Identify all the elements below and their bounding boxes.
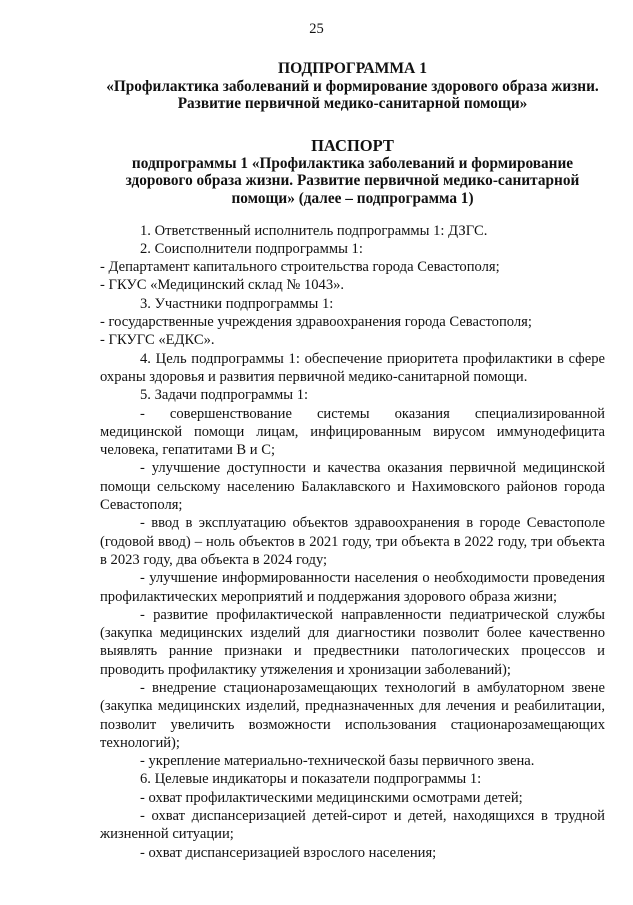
subprogram-title: «Профилактика заболеваний и формирование здорового образа жизни. Развитие первичной медико-санитарной помощи» <box>106 77 599 113</box>
document-content <box>100 60 605 862</box>
list-item: - улучшение информированности населения о необходимости проведения профилактических мероприятий и поддержания здорового образа жизни; <box>100 570 605 605</box>
paragraph-participants-heading: 3. Участники подпрограммы 1: <box>140 295 334 312</box>
paragraph-tasks-heading: 5. Задачи подпрограммы 1: <box>140 387 309 404</box>
list-item: - охват диспансеризацией взрослого населения; <box>140 844 437 861</box>
list-item: - охват профилактическими медицинскими осмотрами детей; <box>140 789 523 806</box>
list-item: - государственные учреждения здравоохранения города Севастополя; <box>100 314 532 331</box>
list-item: - внедрение стационарозамещающих технологий в амбулаторном звене (закупка медицинских изделий, предназначенных для лечения и реабилитации, позволит увеличить возможности использования стационарозамещающих технологий); <box>100 679 605 751</box>
list-item: - ГКУГС «ЕДКС». <box>100 332 215 349</box>
subprogram-label: ПОДПРОГРАММА 1 <box>277 60 427 77</box>
list-item: - укрепление материально-технической базы первичного звена. <box>140 753 535 770</box>
list-item: - Департамент капитального строительства города Севастополя; <box>100 259 500 276</box>
list-item: - ввод в эксплуатацию объектов здравоохранения в городе Севастополе (годовой ввод) – ноль объектов в 2021 году, три объекта в 2022 году, три объекта в 2023 году, два объекта в 2024 году; <box>100 515 605 568</box>
paragraph-goal: 4. Цель подпрограммы 1: обеспечение приоритета профилактики в сфере охраны здоровья и развития первичной медико-санитарной помощи. <box>100 350 605 385</box>
list-item: - улучшение доступности и качества оказания первичной медицинской помощи сельскому населению Балаклавского и Нахимовского районов города Севастополя; <box>100 460 605 514</box>
passport-description: подпрограммы 1 «Профилактика заболеваний и формирование здорового образа жизни. Развитие первичной медико-санитарной помощи» (далее – подпрограмма 1) <box>125 154 580 207</box>
list-item: - совершенствование системы оказания специализированной медицинской помощи лицам, инфицированным вирусом иммунодефицита человека, гепатитами В и С; <box>100 405 605 459</box>
list-item: - развитие профилактической направленности педиатрической службы (закупка медицинских изделий для диагностики позволит более качественно выявлять ранние признаки и предвестники патологических процессов и проводить профилактику утяжеления и хронизации заболеваний); <box>100 606 605 678</box>
paragraph-co-executors-heading: 2. Соисполнители подпрограммы 1: <box>140 240 363 257</box>
list-item: - охват диспансеризацией детей-сирот и детей, находящихся в трудной жизненной ситуации; <box>100 808 605 843</box>
list-item: - ГКУС «Медицинский склад № 1043». <box>100 277 345 294</box>
passport-title: ПАСПОРТ <box>311 135 394 155</box>
paragraph-indicators-heading: 6. Целевые индикаторы и показатели подпрограммы 1: <box>140 771 482 788</box>
page-number: 25 <box>309 21 324 37</box>
paragraph-responsible-executor: 1. Ответственный исполнитель подпрограммы 1: ДЗГС. <box>140 222 488 239</box>
passport-body <box>100 222 605 862</box>
